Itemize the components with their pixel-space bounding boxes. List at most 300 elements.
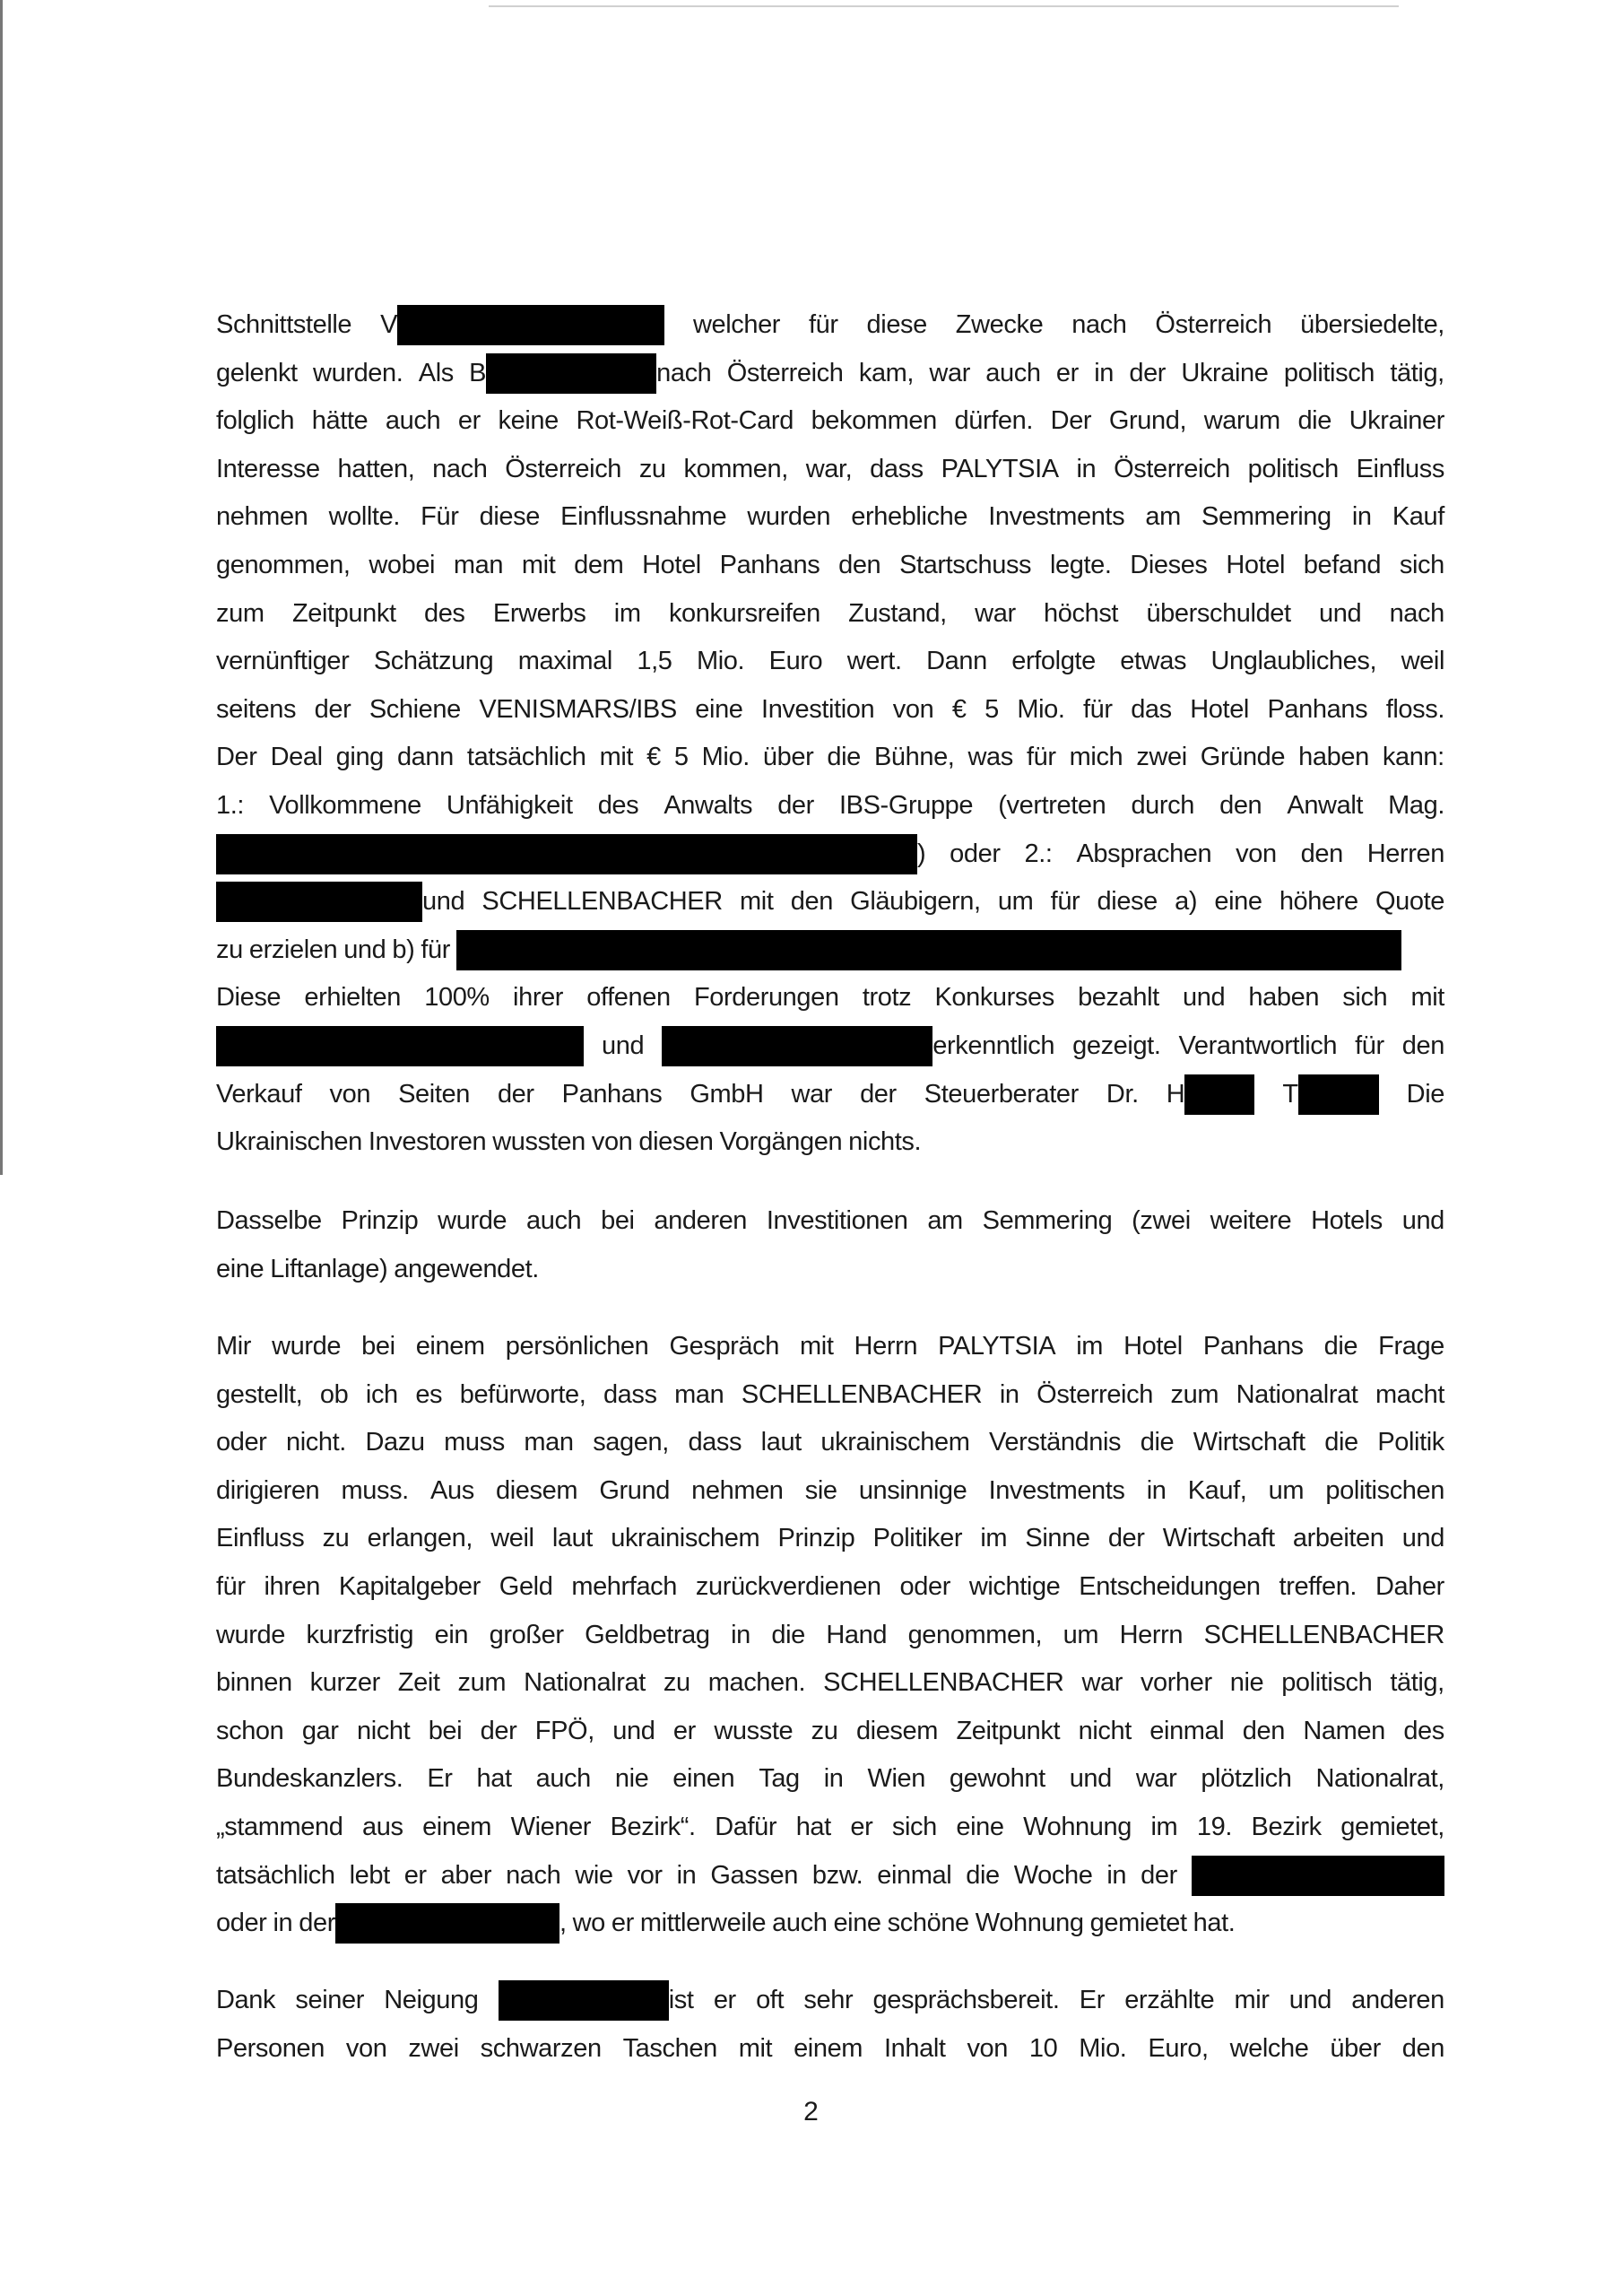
word: ihrer (513, 983, 564, 1013)
word: erzielen (248, 935, 338, 964)
word: er (403, 1860, 427, 1890)
text-line (216, 1197, 1444, 1246)
word: wo (572, 1909, 605, 1938)
word: mit (599, 743, 634, 772)
text-line (216, 1467, 1444, 1516)
word: bzw. (811, 1860, 863, 1890)
word: erhebliche (851, 502, 968, 532)
word: nach (656, 358, 712, 387)
word: Investition (761, 694, 875, 724)
word: Grund, (1108, 406, 1187, 436)
word: kann: (1382, 743, 1444, 772)
scan-left-edge (0, 0, 3, 1175)
word: wurde (216, 1620, 285, 1649)
word: nach (1389, 598, 1444, 628)
word: Bezirk (1251, 1812, 1322, 1841)
word: anderen (654, 1206, 748, 1235)
word: gewohnt (949, 1764, 1045, 1794)
redaction-box (486, 353, 656, 394)
word: Unfähigkeit (446, 790, 573, 820)
word: laut (760, 1428, 802, 1457)
word: Erwerbs (492, 598, 586, 628)
word: Rot-Weiß-Rot-Card (576, 406, 794, 436)
word: im (1076, 1332, 1104, 1361)
word: den (1300, 839, 1343, 868)
word: (vertreten (998, 790, 1106, 820)
word: in (676, 1860, 697, 1890)
word: folglich (216, 406, 295, 436)
word: 1.: (216, 790, 245, 820)
word: Österreich (505, 454, 622, 483)
redaction-box (335, 1903, 559, 1944)
word: Deal (270, 743, 323, 772)
word: zum (1170, 1379, 1219, 1409)
word: Sinne (1025, 1524, 1090, 1553)
word: Als (418, 358, 454, 387)
word: für (1355, 1031, 1384, 1060)
word: oder (216, 1428, 267, 1457)
word: nehmen (691, 1475, 784, 1505)
word: nie (614, 1764, 649, 1794)
word: Gespräch (669, 1332, 779, 1361)
word: kommen, (683, 454, 788, 483)
word: im (980, 1524, 1008, 1553)
redaction-box (216, 834, 917, 874)
word: Liftanlage) (270, 1254, 388, 1283)
word: Prinzip (777, 1524, 855, 1553)
word: Steuerberater (924, 1079, 1079, 1109)
word: wurden. (313, 358, 403, 387)
word: SCHELLENBACHER (823, 1668, 1064, 1698)
word: Euro, (1148, 2033, 1209, 2063)
word: mit (738, 2033, 773, 2063)
word: über (762, 743, 814, 772)
word: konkursreifen (668, 598, 820, 628)
word: von (892, 694, 934, 724)
word: nehmen (216, 502, 308, 532)
word: nicht. (286, 1428, 346, 1457)
word: Verkauf (216, 1079, 302, 1109)
word: eine (216, 1254, 265, 1283)
word: weitere (1210, 1206, 1292, 1235)
word: mit (740, 887, 774, 917)
paragraph-2 (216, 1197, 1444, 1293)
word: seitens (216, 694, 297, 724)
word: für (1083, 694, 1113, 724)
word: plötzlich (1201, 1764, 1292, 1794)
word: Dazu (365, 1428, 425, 1457)
word: in (1094, 358, 1115, 387)
word: auch (985, 358, 1041, 387)
word: zum (457, 1668, 507, 1698)
word: dem (574, 550, 624, 579)
word: die (1140, 1428, 1175, 1457)
word: Bühne, (873, 743, 955, 772)
word: bekommen (811, 406, 937, 436)
word: ob (319, 1379, 349, 1409)
word: SCHELLENBACHER (1203, 1620, 1444, 1649)
word: Gassen (710, 1860, 798, 1890)
word: ihren (264, 1571, 321, 1601)
word: binnen (216, 1668, 292, 1698)
word: keine (498, 406, 559, 436)
word: „stammend (216, 1812, 343, 1841)
word: oft (756, 1986, 785, 2014)
word: Einfluss (216, 1524, 305, 1553)
word: (zwei (1132, 1206, 1191, 1235)
word: von (345, 2033, 387, 2063)
word: Quote (1375, 887, 1444, 917)
word: Hotel (642, 550, 701, 579)
word: und (1288, 1986, 1331, 2014)
word: man (674, 1379, 724, 1409)
text-line (216, 1804, 1444, 1852)
word: tätig, (1390, 1668, 1444, 1698)
word: einem (794, 2033, 863, 2063)
word: Konkurses (934, 983, 1054, 1013)
text-line (216, 1659, 1444, 1708)
word: Namen (1303, 1716, 1385, 1745)
word: Wiener (510, 1812, 592, 1841)
word: mir (1234, 1986, 1270, 2014)
text-line (216, 1419, 1444, 1467)
text-line (216, 350, 1444, 398)
word: der (1129, 358, 1167, 387)
word: Investments (988, 1475, 1125, 1505)
word: erfolgte (1011, 647, 1096, 676)
text-line (216, 1371, 1444, 1420)
text-line (216, 1323, 1444, 1371)
word: Interesse (216, 454, 320, 483)
word: vernünftiger (216, 647, 350, 676)
word: die (1324, 1428, 1358, 1457)
word: Dieses (1130, 550, 1208, 579)
word: übersiedelte, (1300, 310, 1444, 339)
text-line (216, 878, 1444, 926)
word: war (929, 358, 970, 387)
word: dann (396, 743, 454, 772)
word: wurde (272, 1332, 342, 1361)
word: schwarzen (480, 2033, 602, 2063)
word: den (790, 887, 833, 917)
word: Tag (759, 1764, 800, 1794)
word: den (838, 550, 881, 579)
word: b) (392, 935, 415, 964)
word: hat (795, 1812, 831, 1841)
redaction-box (662, 1026, 932, 1066)
word: V (380, 310, 398, 339)
word: Zustand, (848, 598, 947, 628)
word: großer (489, 1620, 564, 1649)
word: gemietet (1089, 1909, 1187, 1938)
word: mittlerweile (639, 1909, 767, 1938)
word: zwei (1136, 743, 1187, 772)
word: Schiene (369, 694, 461, 724)
word: anderen (1351, 1986, 1444, 2014)
word: dass (870, 454, 924, 483)
redaction-box (1298, 1074, 1379, 1115)
word: in (1106, 1860, 1127, 1890)
word: von (967, 2033, 1008, 2063)
word: Verständnis (989, 1428, 1122, 1457)
word: gemietet, (1340, 1812, 1444, 1841)
word: € (951, 694, 967, 724)
word: Mio. (701, 743, 750, 772)
word: tätig, (1390, 358, 1444, 387)
word: wobei (369, 550, 436, 579)
word: man (453, 550, 504, 579)
word: Semmering (982, 1206, 1113, 1235)
page-number: 2 (803, 2097, 819, 2126)
word: diese (866, 310, 927, 339)
word: gar (301, 1716, 339, 1745)
word: erlangen, (367, 1524, 473, 1553)
word: erhielten (304, 983, 402, 1013)
word: in (823, 1764, 844, 1794)
word: der (497, 1079, 534, 1109)
text-line (216, 686, 1444, 735)
word: VENISMARS/IBS (479, 694, 677, 724)
word: nach (506, 1860, 561, 1890)
word: Wohnung (1023, 1812, 1132, 1841)
word: nichts. (848, 1127, 922, 1157)
word: sich (1399, 550, 1444, 579)
word: war, (805, 454, 853, 483)
word: zu (663, 1668, 690, 1698)
word: trotz (862, 983, 912, 1013)
word: sagen, (593, 1428, 669, 1457)
word: maximal (517, 647, 612, 676)
word: Hand (826, 1620, 888, 1649)
word: politisch (1281, 1668, 1373, 1698)
word: vorher (1140, 1668, 1212, 1698)
word: sie (804, 1475, 837, 1505)
word: PALYTSIA (938, 1332, 1056, 1361)
text-line (216, 1246, 1444, 1294)
word: ukrainischem (820, 1428, 970, 1457)
text-line (216, 590, 1444, 639)
word: zu (322, 1524, 350, 1553)
word: gezeigt. (1072, 1031, 1161, 1060)
word: schöne (887, 1909, 969, 1938)
word: nicht (1078, 1716, 1132, 1745)
redaction-box (216, 882, 422, 922)
text-line (216, 1515, 1444, 1563)
word: mit (1410, 983, 1444, 1013)
word: Wohnung (975, 1909, 1084, 1938)
word: bei (428, 1716, 463, 1745)
word: Anwalt (1287, 790, 1364, 820)
word: Panhans (719, 550, 820, 579)
word: Panhans (1202, 1332, 1304, 1361)
word: weil (490, 1524, 534, 1553)
word: diese (479, 502, 540, 532)
word: 2.: (1024, 839, 1053, 868)
text-line (216, 926, 1444, 975)
text-line (216, 1612, 1444, 1660)
word: Hotel (1226, 550, 1286, 579)
word: mich (1069, 743, 1123, 772)
word: gesprächsbereit. (872, 1986, 1060, 2014)
word: Unglaubliches, (1210, 647, 1377, 676)
word: der (1107, 1524, 1145, 1553)
redaction-box (216, 1026, 584, 1066)
word: um (1268, 1475, 1305, 1505)
word: € (646, 743, 661, 772)
word: aber (440, 1860, 492, 1890)
word: Österreich (1155, 310, 1272, 339)
word: Der (1050, 406, 1092, 436)
word: der (777, 790, 814, 820)
word: welche (1229, 2033, 1309, 2063)
word: Schnittstelle (216, 310, 352, 339)
word: Zeitpunkt (291, 598, 396, 628)
word: genommen, (216, 550, 351, 579)
word: der (1141, 1860, 1177, 1890)
word: den (1401, 2033, 1444, 2063)
text-line (216, 831, 1444, 879)
word: Herren (1366, 839, 1444, 868)
word: Er (1079, 1986, 1105, 2014)
word: eine (695, 694, 743, 724)
text-line (216, 397, 1444, 446)
word: Geld (499, 1571, 553, 1601)
word: Mio. (1079, 2033, 1127, 2063)
word: und (602, 1031, 645, 1060)
word: hatten, (337, 454, 415, 483)
word: dürfen. (954, 406, 1033, 436)
text-line (216, 1563, 1444, 1612)
word: um (1063, 1620, 1099, 1649)
word: zu (811, 1716, 838, 1745)
word: und (1401, 1524, 1444, 1553)
word: sich (891, 1812, 937, 1841)
word: einmal (877, 1860, 952, 1890)
word: der (314, 694, 351, 724)
word: H (1166, 1079, 1185, 1109)
word: Für (421, 502, 459, 532)
word: floss. (1385, 694, 1444, 724)
word: mit (800, 1332, 834, 1361)
word: den (1219, 790, 1262, 820)
word: auch (525, 1206, 582, 1235)
word: Einflussnahme (560, 502, 727, 532)
word: durch (1131, 790, 1194, 820)
word: zurückverdienen (695, 1571, 881, 1601)
word: Schätzung (373, 647, 494, 676)
word: tatsächlich (216, 1860, 335, 1890)
word: GmbH (690, 1079, 764, 1109)
word: er (672, 1716, 696, 1745)
word: haben (1248, 983, 1320, 1013)
word: Personen (216, 2033, 325, 2063)
word: und (1319, 598, 1362, 628)
word: zwei (408, 2033, 459, 2063)
word: des (597, 790, 639, 820)
word: was (967, 743, 1013, 772)
word: wie (575, 1860, 613, 1890)
word: 5 (673, 743, 689, 772)
word: Semmering (1201, 502, 1331, 532)
word: auch (385, 406, 441, 436)
word: Gründe (1200, 743, 1286, 772)
text-line (216, 734, 1444, 782)
word: arbeiten (1292, 1524, 1384, 1553)
word: hätte (311, 406, 369, 436)
word: Panhans (561, 1079, 663, 1109)
word: ) (917, 839, 926, 868)
text-line (216, 301, 1444, 350)
word: erkenntlich (932, 1031, 1055, 1060)
word: war (1081, 1668, 1123, 1698)
word: Ukrainer (1349, 406, 1444, 436)
paragraph-4 (216, 1977, 1444, 2073)
word: nicht (356, 1716, 411, 1745)
word: aus (361, 1812, 403, 1841)
word: eine (956, 1812, 1004, 1841)
word: oder (950, 839, 1001, 868)
word: treffen. (1279, 1571, 1357, 1601)
word: Hotels (1311, 1206, 1383, 1235)
word: von (329, 1079, 371, 1109)
word: Entscheidungen (1079, 1571, 1261, 1601)
word: Politiker (872, 1524, 963, 1553)
word: von (1236, 839, 1277, 868)
word: etwas (1120, 647, 1187, 676)
word: Taschen (622, 2033, 717, 2063)
word: 1,5 (637, 647, 672, 676)
word: eine (1214, 887, 1262, 917)
word: Geldbetrag (585, 1620, 710, 1649)
text-line (216, 782, 1444, 831)
word: Mir (216, 1332, 252, 1361)
word: diesen (638, 1127, 714, 1157)
word: Dafür (715, 1812, 777, 1841)
word: hat (476, 1764, 512, 1794)
word: einen (672, 1764, 735, 1794)
word: überschuldet (1146, 598, 1291, 628)
word: hat. (1193, 1909, 1236, 1938)
word: Gläubigern, (850, 887, 981, 917)
word: man (524, 1428, 574, 1457)
word: oder (899, 1571, 950, 1601)
word: SCHELLENBACHER (741, 1379, 983, 1409)
word: 10 (1028, 2033, 1058, 2063)
word: Politik (1377, 1428, 1444, 1457)
paragraph-3 (216, 1323, 1444, 1948)
word: Ukraine (1181, 358, 1269, 387)
word: seiner (295, 1986, 364, 2014)
word: Bundeskanzlers. (216, 1764, 403, 1794)
redaction-box (397, 305, 664, 345)
word: tatsächlich (466, 743, 586, 772)
word: der (480, 1716, 517, 1745)
word: er (713, 1986, 736, 2014)
word: dirigieren (216, 1475, 320, 1505)
word: kurzfristig (306, 1620, 414, 1649)
word: in (1146, 1475, 1167, 1505)
word: dass (603, 1379, 657, 1409)
text-line (216, 1071, 1444, 1119)
word: ein (434, 1620, 469, 1649)
word: Panhans (1267, 694, 1368, 724)
word: am (1145, 502, 1181, 532)
word: bei (361, 1332, 395, 1361)
text-line (216, 1977, 1444, 2025)
word: um (997, 887, 1034, 917)
word: zu (638, 454, 666, 483)
word: Nationalrat (524, 1668, 646, 1698)
